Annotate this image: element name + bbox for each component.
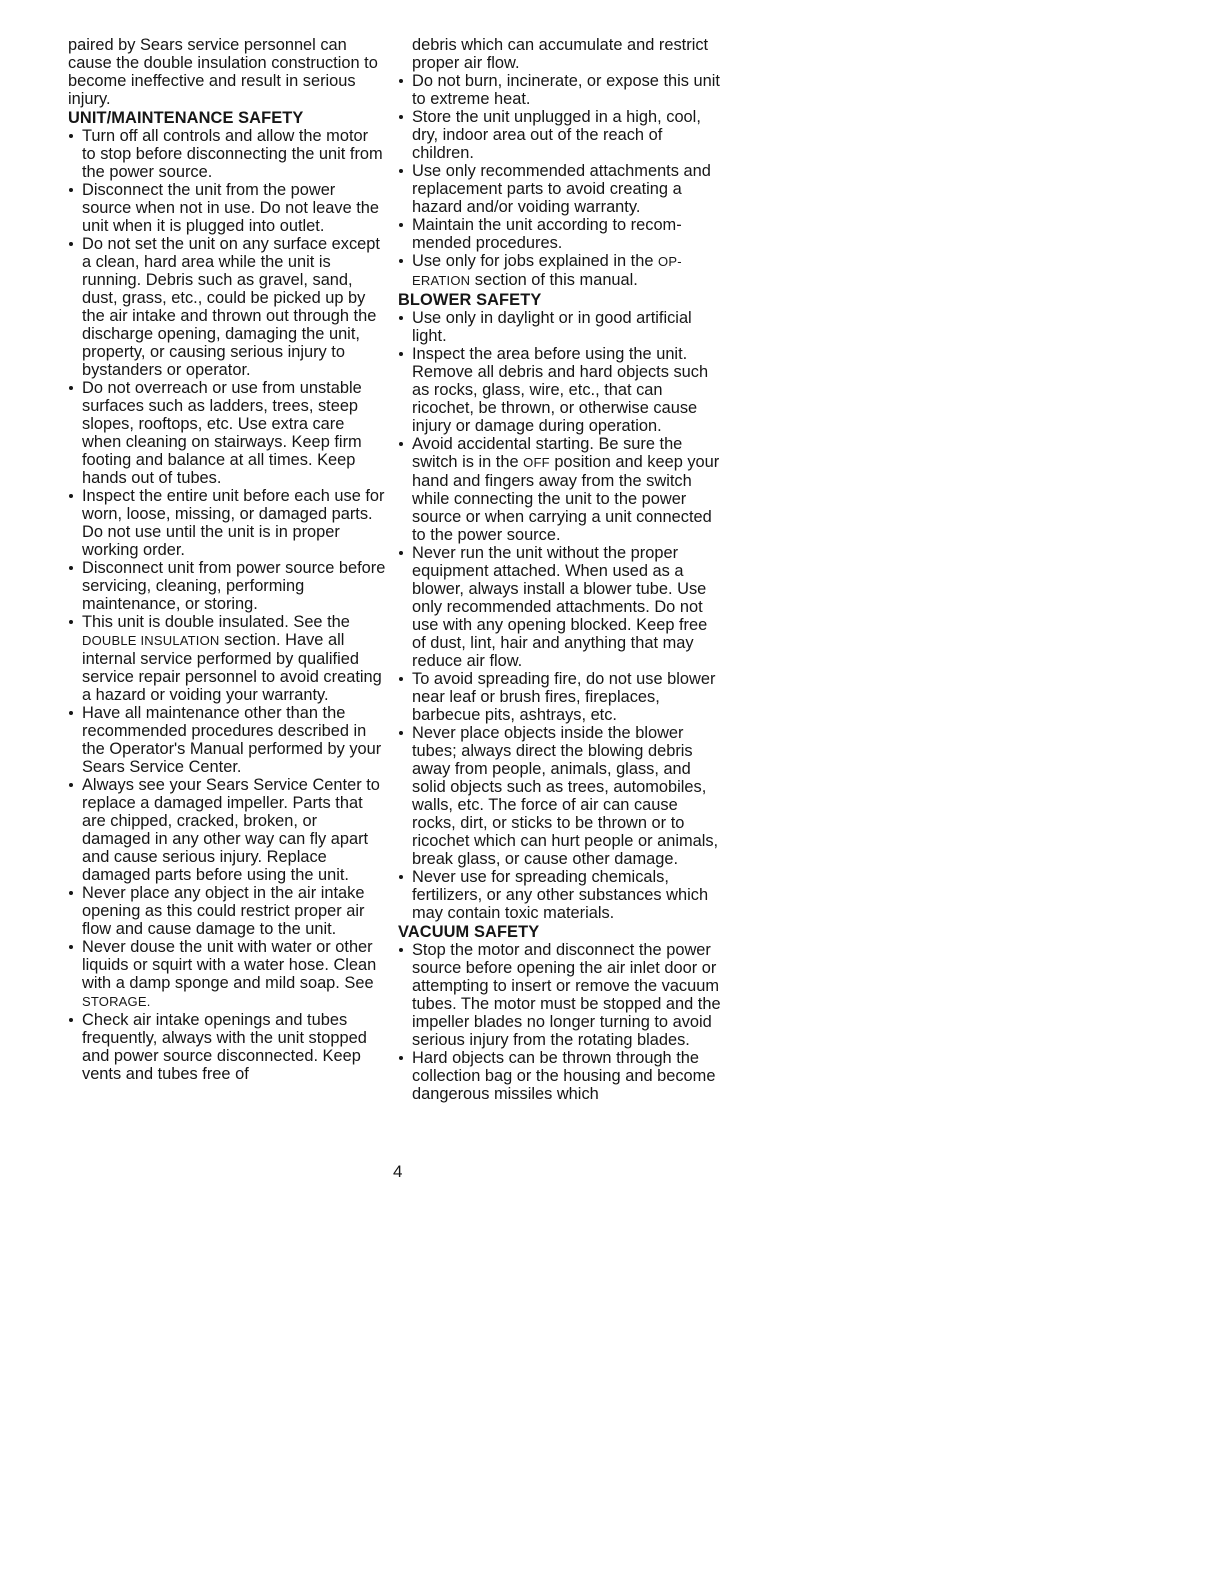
unit-maintenance-list [68,127,386,1083]
list-item: Do not burn, incinerate, or expose this unit to extreme heat. [398,72,723,108]
blower-safety-list [398,309,723,922]
list-item: Use only in daylight or in good artificial light. [398,309,723,345]
list-item: Disconnect unit from power source before servicing, cleaning, performing maintenance, or storing. [68,559,386,613]
bullet-icon [69,386,73,390]
list-item: Store the unit unplugged in a high, cool, dry, indoor area out of the reach of children. [398,108,723,162]
list-item: Avoid accidental starting. Be sure the switch is in the OFF position and keep your hand and fingers away from the switch while connecting the unit to the power source or when carrying a unit connected to the power source. [398,435,723,544]
bullet-icon [399,115,403,119]
bullet-icon [399,79,403,83]
vacuum-safety-heading: VACUUM SAFETY [398,923,540,941]
list-item: Do not set the unit on any surface except a clean, hard area while the unit is running. Debris such as gravel, sand, dust, grass, etc., could be picked up by the air intake and thrown out through the discharge opening, damaging the unit, property, or causing serious injury to bystanders or operator. [68,235,386,379]
list-item: Never place objects inside the blower tubes; always direct the blowing debris away from people, animals, glass, and solid objects such as trees, automobiles, walls, etc. The force of air can cause rocks, dirt, or sticks to be thrown or to ricochet which can hurt people or animals, break glass, or cause other damage. [398,724,723,868]
bullet-icon [69,566,73,570]
bullet-icon [69,891,73,895]
list-item: Never run the unit without the proper equipment attached. When used as a blower, always install a blower tube. Use only recommended attachments. Do not use with any opening blocked. Keep free of dust, lint, hair and anything that may reduce air flow. [398,544,723,670]
bullet-icon [399,551,403,555]
list-item: To avoid spreading fire, do not use blower near leaf or brush fires, fireplaces, barbecue pits, ashtrays, etc. [398,670,723,724]
bullet-icon [69,783,73,787]
list-item: Stop the motor and disconnect the power source before opening the air inlet door or attempting to insert or remove the vacuum tubes. The motor must be stopped and the impeller blades no longer turning to avoid serious injury from the rotating blades. [398,941,723,1049]
bullet-icon [399,731,403,735]
list-item: Never use for spreading chemicals, fertilizers, or any other substances which may contain toxic materials. [398,868,723,922]
list-item: Use only for jobs explained in the OPERATION section of this manual. [398,252,723,290]
blower-safety-heading: BLOWER SAFETY [398,291,542,309]
bullet-icon [69,711,73,715]
bullet-icon [69,188,73,192]
left-column [68,36,386,1083]
continuation-paragraph: debris which can accumulate and restrict proper air flow. [412,36,709,72]
list-item: Check air intake openings and tubes frequently, always with the unit stopped and power source disconnected. Keep vents and tubes free of [68,1011,386,1083]
list-item: Never place any object in the air intake opening as this could restrict proper air flow and cause damage to the unit. [68,884,386,938]
list-item: Inspect the area before using the unit. Remove all debris and hard objects such as rocks, glass, wire, etc., that can ricochet, be thrown, or otherwise cause injury or damage during operation. [398,345,723,435]
list-item: Maintain the unit according to recommended procedures. [398,216,723,252]
switch-position-reference: OFF [523,455,550,470]
vacuum-safety-list [398,941,723,1103]
list-item: Inspect the entire unit before each use for worn, loose, missing, or damaged parts. Do not use until the unit is in proper working order. [68,487,386,559]
section-reference: STORAGE. [82,994,151,1009]
unit-maintenance-heading: UNIT/MAINTENANCE SAFETY [68,109,304,127]
list-item: Hard objects can be thrown through the collection bag or the housing and become dangerous missiles which [398,1049,723,1103]
bullet-icon [399,442,403,446]
list-item: Always see your Sears Service Center to replace a damaged impeller. Parts that are chipped, cracked, broken, or damaged in any other way can fly apart and cause serious injury. Replace damaged parts before using the unit. [68,776,386,884]
bullet-icon [69,494,73,498]
bullet-icon [69,134,73,138]
bullet-icon [399,875,403,879]
right-column [398,36,723,1103]
bullet-icon [399,169,403,173]
bullet-icon [69,945,73,949]
list-item: Never douse the unit with water or other liquids or squirt with a water hose. Clean with a damp sponge and mild soap. See STORAGE. [68,938,386,1011]
bullet-icon [399,259,403,263]
bullet-icon [399,316,403,320]
bullet-icon [399,352,403,356]
list-item: This unit is double insulated. See the DOUBLE INSULATION section. Have all internal service performed by qualified service repair personnel to avoid creating a hazard or voiding your warranty. [68,613,386,704]
bullet-icon [69,242,73,246]
bullet-icon [399,948,403,952]
list-item: Have all maintenance other than the recommended procedures described in the Operator's Manual performed by your Sears Service Center. [68,704,386,776]
section-reference: DOUBLE INSULATION [82,633,220,648]
section-reference: OPERATION [412,254,682,288]
bullet-icon [399,223,403,227]
list-item: Do not overreach or use from unstable surfaces such as ladders, trees, steep slopes, rooftops, etc. Use extra care when cleaning on stairways. Keep firm footing and balance at all times. Keep hands out of tubes. [68,379,386,487]
unit-maintenance-list-continued [398,72,723,290]
list-item: Disconnect the unit from the power source when not in use. Do not leave the unit when it is plugged into outlet. [68,181,386,235]
intro-paragraph: paired by Sears service personnel can cause the double insulation construction to become ineffective and result in serious injury. [68,36,378,108]
bullet-icon [399,1056,403,1060]
list-item: Turn off all controls and allow the motor to stop before disconnecting the unit from the power source. [68,127,386,181]
bullet-icon [399,677,403,681]
page-number: 4 [393,1162,403,1181]
list-item: Use only recommended attachments and replacement parts to avoid creating a hazard and/or voiding warranty. [398,162,723,216]
bullet-icon [69,620,73,624]
bullet-icon [69,1018,73,1022]
